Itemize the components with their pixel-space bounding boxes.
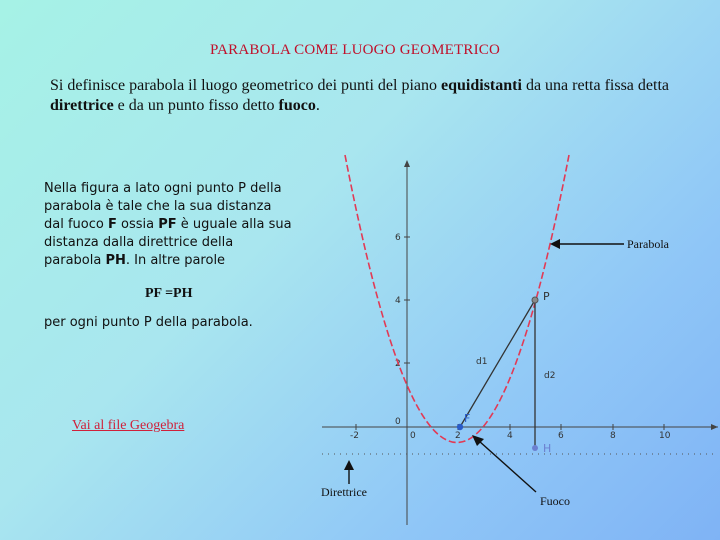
y-axis-arrow-icon [404,160,410,167]
definition-part: da una retta fissa detta [521,77,669,94]
explanation-bold-pf: PF [158,217,177,232]
y-tick-label: 6 [395,233,401,243]
directrix-arrowhead-icon [344,460,354,470]
definition-keyword-focus: fuoco [278,97,316,114]
label-d2: d2 [544,371,556,381]
directrix-callout-label: Direttrice [321,485,367,499]
label-f: F [464,412,471,425]
definition-part: . [315,97,320,114]
definition-part: Si definisce parabola il luogo geometrico dei punti del piano [50,77,442,94]
y-tick-label: 4 [395,296,401,306]
focus-callout-label: Fuoco [540,494,570,508]
x-axis-arrow-icon [711,424,718,430]
label-d1: d1 [476,357,488,367]
point-p [532,297,538,303]
explanation-bold-ph: PH [105,253,126,268]
definition-part: e da un punto fisso detto [113,97,279,114]
explanation-part: ossia [116,217,159,232]
formula: PF =PH [145,286,193,301]
explanation-part: è uguale alla sua distanza dalla direttrice della parabola [44,217,292,268]
parabola-callout-label: Parabola [627,237,669,251]
label-h: H [543,442,552,455]
parabola-arrowhead-icon [550,239,560,249]
x-tick-label: 6 [558,431,564,441]
explanation-part: . In altre parole [125,253,226,268]
segment-pf [460,300,535,427]
explanation-part: Nella figura a lato ogni punto P della parabola è tale che la sua distanza dal fuoco [44,181,282,232]
y-tick-label: 2 [395,359,401,369]
explanation-bold-f: F [107,217,117,232]
label-p: P [543,290,550,303]
focus-callout-arrow [479,441,536,492]
page-title: PARABOLA COME LUOGO GEOMETRICO [209,42,501,58]
x-tick-label: 2 [455,431,461,441]
x-tick-label: -2 [350,431,359,441]
geogebra-link[interactable]: Vai al file Geogebra [72,418,185,433]
x-tick-label: 10 [659,431,671,441]
y-tick-label: 0 [395,417,401,427]
x-tick-label: 4 [507,431,513,441]
definition-keyword-equidistant: equidistanti [441,77,522,94]
point-h [532,445,538,451]
definition-keyword-directrix: direttrice [50,97,114,114]
x-tick-label: 0 [410,431,416,441]
x-tick-label: 8 [610,431,616,441]
point-f [457,424,463,430]
closing-text: per ogni punto P della parabola. [44,315,253,330]
